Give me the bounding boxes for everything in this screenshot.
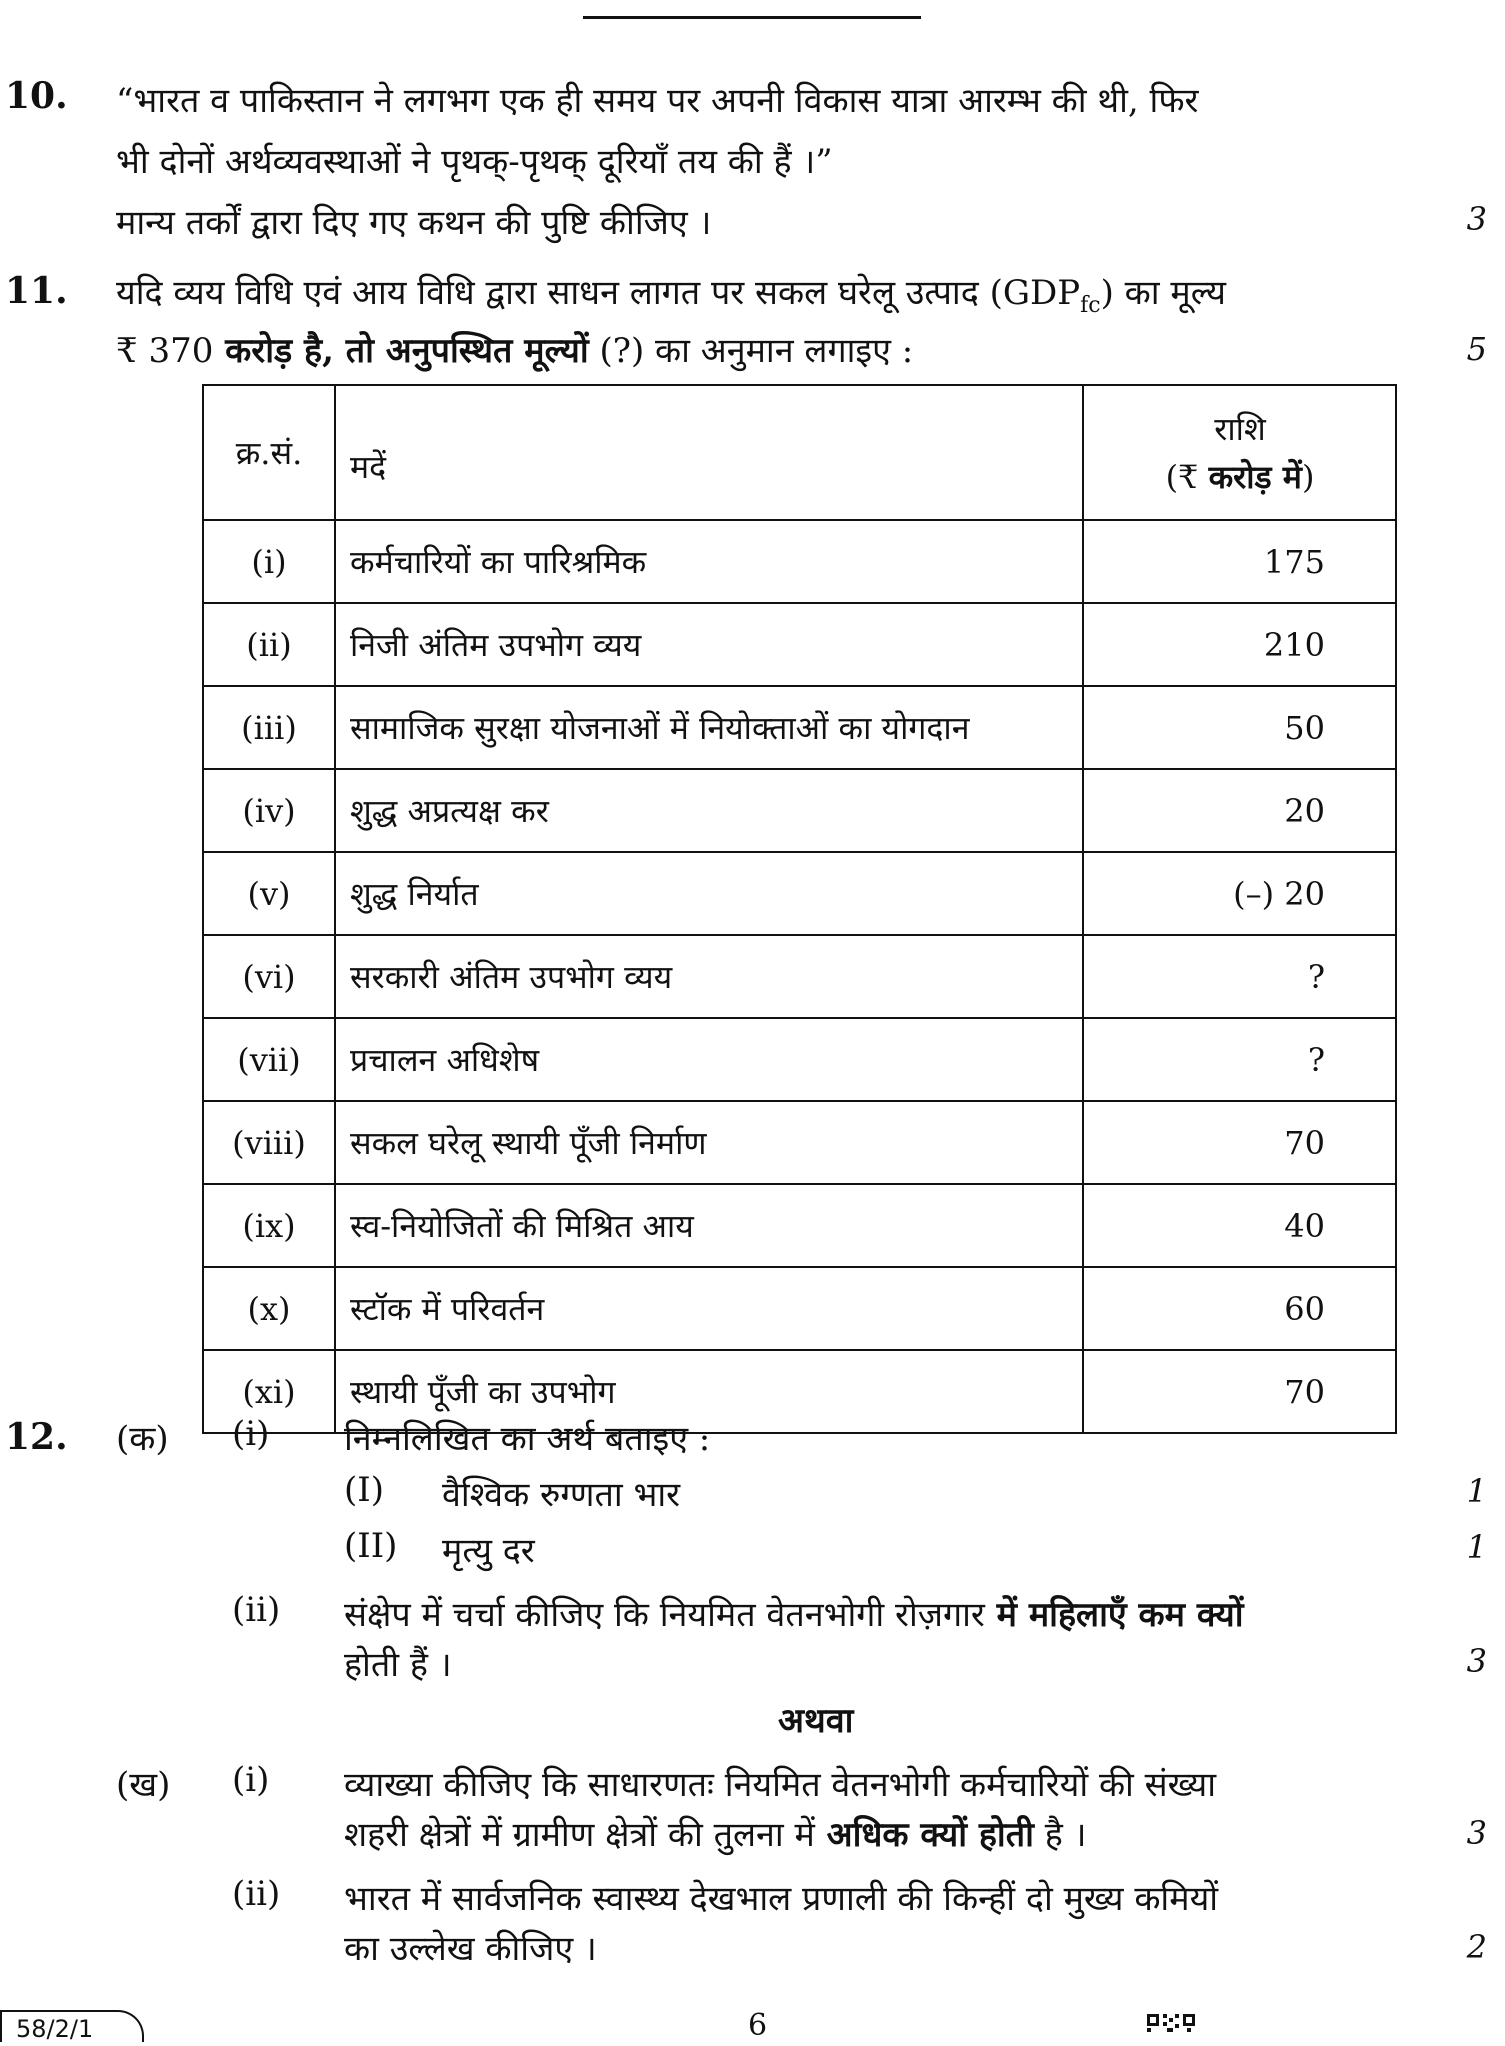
q12-kha-ii-line1: भारत में सार्वजनिक स्वास्थ्य देखभाल प्रणाली की किन्हीं दो मुख्य कमियों [344,1879,1219,1919]
header-amount-unit-bold: करोड़ में [1208,457,1302,496]
q12-ka-i-label: (i) [232,1414,270,1454]
table-row [203,935,1396,1018]
header-amount-unit-close: ) [1301,457,1315,496]
row-amount: ? [1083,1018,1396,1101]
header-items: मदें [335,385,1083,520]
q12-ka-label: (क) [116,1419,169,1459]
table-row [203,1018,1396,1101]
q11-number: 11. [5,270,68,312]
q12-kha-ii-marks: 2 [1466,1928,1487,1966]
q12-ka-ii-line1-bold: में महिलाएँ कम क्यों [984,1595,1244,1635]
q12-kha-i-line2-bold: अधिक क्यों होती [814,1815,1034,1855]
row-item: शुद्ध अप्रत्यक्ष कर [335,769,1083,852]
table-row [203,686,1396,769]
q12-ka-ii-line1-a: संक्षेप में चर्चा कीजिए कि नियमित वेतनभोगी रोज़गार [344,1595,985,1635]
q12-kha-i-line2-a: शहरी क्षेत्रों में ग्रामीण क्षेत्रों की तुलना में [344,1815,815,1855]
header-amount-unit-open: (₹ [1165,457,1209,496]
q12-kha-i-line1: व्याख्या कीजिए कि साधारणतः नियमित वेतनभोगी कर्मचारियों की संख्या [344,1765,1217,1805]
row-amount: 50 [1083,686,1396,769]
athva-heading: अथवा [778,1701,854,1741]
q11-line1 [116,268,1226,318]
header-amount-unit [1085,453,1395,501]
header-amount-title: राशि [1214,409,1266,448]
q12-I-text: वैश्विक रुग्णता भार [442,1475,681,1515]
row-serial: (ix) [203,1184,335,1267]
row-item: प्रचालन अधिशेष [335,1018,1083,1101]
q12-kha-i-line2-b: है । [1033,1815,1087,1855]
row-amount: 70 [1083,1350,1396,1433]
row-item: सरकारी अंतिम उपभोग व्यय [335,935,1083,1018]
q12-I-label: (I) [344,1470,384,1510]
q12-II-label: (II) [344,1526,398,1566]
row-serial: (iv) [203,769,335,852]
gdp-items-table [202,384,1397,1434]
q12-kha-i-line2 [344,1810,1086,1856]
row-serial: (xi) [203,1350,335,1433]
row-item: कर्मचारियों का पारिश्रमिक [335,520,1083,603]
q11-line2-bold: करोड़ है, तो अनुपस्थित मूल्यों [213,331,589,371]
row-serial: (ii) [203,603,335,686]
table-row [203,1184,1396,1267]
row-amount: (–) 20 [1083,852,1396,935]
q11-line2-a: ₹ 370 [116,331,214,371]
q12-II-marks: 1 [1466,1528,1487,1566]
row-serial: (v) [203,852,335,935]
table-row [203,769,1396,852]
q11-line1-a: यदि व्यय विधि एवं आय विधि द्वारा साधन लागत पर सकल घरेलू उत्पाद (GDP [116,273,1081,313]
q10-line3: मान्य तर्कों द्वारा दिए गए कथन की पुष्टि कीजिए । [116,203,712,243]
row-amount: 175 [1083,520,1396,603]
row-amount: 40 [1083,1184,1396,1267]
header-amount [1083,385,1396,520]
top-divider [583,16,921,19]
table-header-row [203,385,1396,520]
table-row [203,1101,1396,1184]
q12-ka-ii-line2: होती हैं । [344,1645,452,1685]
q12-kha-ii-label: (ii) [232,1874,281,1914]
q11-line2-b: (?) का अनुमान लगाइए : [588,331,914,371]
row-amount: 60 [1083,1267,1396,1350]
row-serial: (viii) [203,1101,335,1184]
row-amount: 210 [1083,603,1396,686]
paper-code-tab: 58/2/1 [0,2010,144,2042]
table-row [203,1267,1396,1350]
row-item: स्व-नियोजितों की मिश्रित आय [335,1184,1083,1267]
q12-II-text: मृत्यु दर [442,1531,535,1571]
q12-ka-ii-marks: 3 [1466,1642,1487,1680]
row-item: सकल घरेलू स्थायी पूँजी निर्माण [335,1101,1083,1184]
q12-kha-label: (ख) [116,1765,171,1805]
qr-code-icon [1147,2014,1197,2032]
q11-line1-sub: fc [1080,292,1101,318]
table-row [203,852,1396,935]
q12-I-marks: 1 [1466,1472,1487,1510]
table-row [203,520,1396,603]
row-item: शुद्ध निर्यात [335,852,1083,935]
row-amount: 70 [1083,1101,1396,1184]
q11-marks: 5 [1466,330,1487,368]
q10-line1: “भारत व पाकिस्तान ने लगभग एक ही समय पर अपनी विकास यात्रा आरम्भ की थी, फिर [116,81,1199,121]
q11-line2 [116,326,913,372]
row-item: स्थायी पूँजी का उपभोग [335,1350,1083,1433]
q10-marks: 3 [1466,200,1487,238]
q12-number: 12. [5,1416,68,1458]
q11-line1-b: ) का मूल्य [1100,273,1226,313]
q12-ka-i-text: निम्नलिखित का अर्थ बताइए : [344,1419,711,1459]
row-serial: (vii) [203,1018,335,1101]
header-serial: क्र.सं. [203,385,335,520]
q12-kha-i-marks: 3 [1466,1814,1487,1852]
row-item: सामाजिक सुरक्षा योजनाओं में नियोक्ताओं का योगदान [335,686,1083,769]
q12-kha-ii-line2: का उल्लेख कीजिए । [344,1929,597,1969]
row-amount: ? [1083,935,1396,1018]
row-serial: (x) [203,1267,335,1350]
table-row [203,603,1396,686]
row-item: स्टॉक में परिवर्तन [335,1267,1083,1350]
q10-number: 10. [5,75,68,117]
q12-kha-i-label: (i) [232,1760,270,1800]
row-item: निजी अंतिम उपभोग व्यय [335,603,1083,686]
q12-ka-ii-label: (ii) [232,1590,281,1630]
row-serial: (i) [203,520,335,603]
row-serial: (iii) [203,686,335,769]
page-number: 6 [748,2008,768,2043]
q10-line2: भी दोनों अर्थव्यवस्थाओं ने पृथक्‌-पृथक्‌ दूरियाँ तय की हैं ।” [116,142,833,182]
row-serial: (vi) [203,935,335,1018]
row-amount: 20 [1083,769,1396,852]
q12-ka-ii-line1 [344,1590,1244,1636]
